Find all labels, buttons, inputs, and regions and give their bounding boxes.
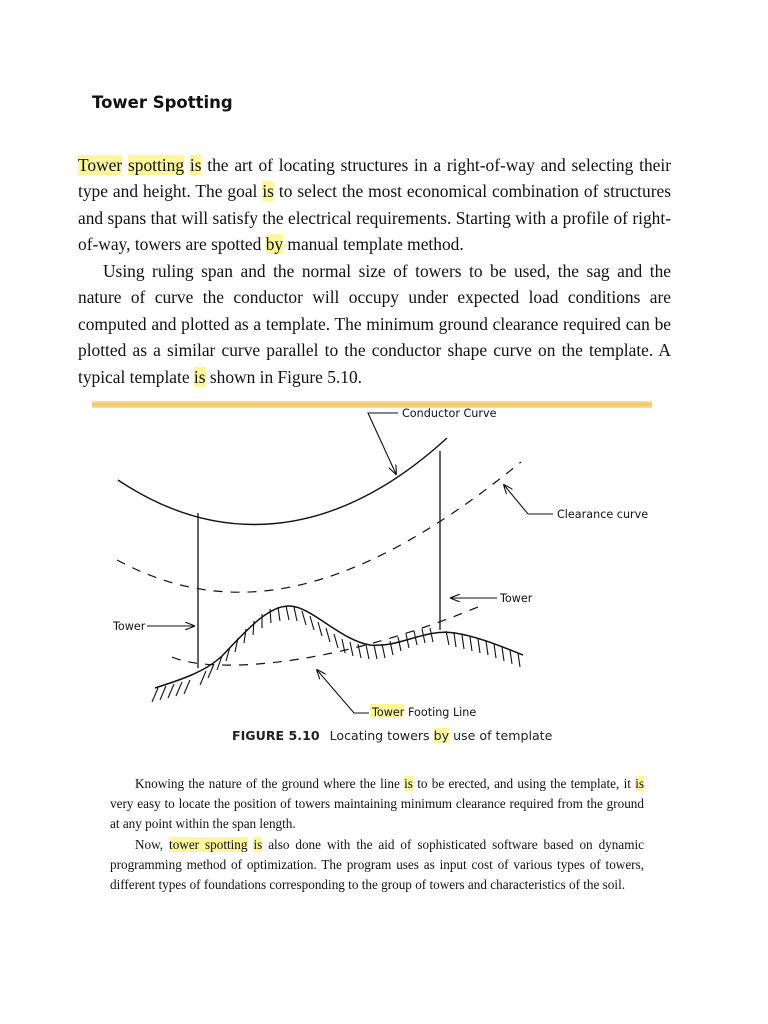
caption-text: Locating towers (329, 728, 434, 743)
paragraph-software (110, 835, 644, 896)
clearance-leader (504, 485, 553, 514)
text-run: to be erected, and using the template, it (412, 776, 636, 791)
text-run: Using ruling span and the normal size of towers to be used, the sag and the nature of curve the conductor will occupy under expected load conditions are computed and plotted as a template. The minimum ground clearance required can be plotted as a similar curve parallel to the conductor shape curve on the template. A typical template (78, 261, 671, 387)
text-run: the art of locating structures in a right-of-way and selecting their type and height. The goal (78, 155, 671, 202)
text-run: shown in Figure 5.10. (205, 366, 363, 387)
highlight-is: is (253, 837, 263, 852)
page-title: Tower Spotting (92, 93, 233, 112)
text-run: manual template method. (283, 234, 464, 255)
highlight-is: is (635, 776, 644, 791)
template-figure (0, 400, 768, 730)
clearance-curve (117, 462, 521, 592)
footing-leader (317, 670, 369, 713)
paragraph-template (78, 258, 671, 390)
figure-caption (232, 728, 552, 743)
conductor-leader (368, 413, 398, 474)
label-tower-footing-line (371, 706, 476, 719)
ground-hatching (152, 606, 520, 702)
highlight-by: by (265, 234, 284, 255)
label-tower-footing-highlight: Tower (372, 706, 405, 719)
text-run: very easy to locate the position of towers maintaining minimum clearance required from the ground at any point within the span length. (110, 796, 644, 832)
conductor-curve (118, 438, 447, 524)
highlight-tower-spotting: tower spotting (169, 837, 248, 852)
label-tower-left: Tower (113, 620, 146, 633)
text-run: also done with the aid of sophisticated software based on dynamic programming method of optimization. The program uses as input cost of various types of towers, different types of foundations corresponding to the group of towers and characteristics of the soil. (110, 837, 644, 893)
highlight-by: by (433, 728, 450, 743)
highlight-is: is (262, 181, 274, 202)
highlight-tower: Tower (78, 155, 123, 175)
figure-number: FIGURE 5.10 (232, 728, 320, 743)
label-clearance-curve: Clearance curve (557, 508, 649, 521)
label-tower-right: Tower (500, 592, 533, 605)
highlight-spotting: spotting (128, 155, 185, 175)
caption-text: use of template (449, 728, 553, 743)
text-run: Knowing the nature of the ground where the line (135, 776, 405, 791)
highlight-is: is (189, 155, 202, 175)
label-tower-footing-rest: Footing Line (404, 706, 477, 719)
label-conductor-curve: Conductor Curve (402, 407, 497, 420)
highlight-is: is (404, 776, 413, 791)
highlight-is: is (193, 366, 206, 387)
text-run: to select the most economical combination of structures and spans that will satisfy the electrical requirements. Starting with a profile of right-of-way, towers are spotted (78, 181, 671, 255)
paragraph-ground (110, 774, 644, 835)
ground-profile (155, 606, 523, 688)
paragraph-intro (78, 152, 671, 258)
text-run: Now, (135, 837, 170, 852)
